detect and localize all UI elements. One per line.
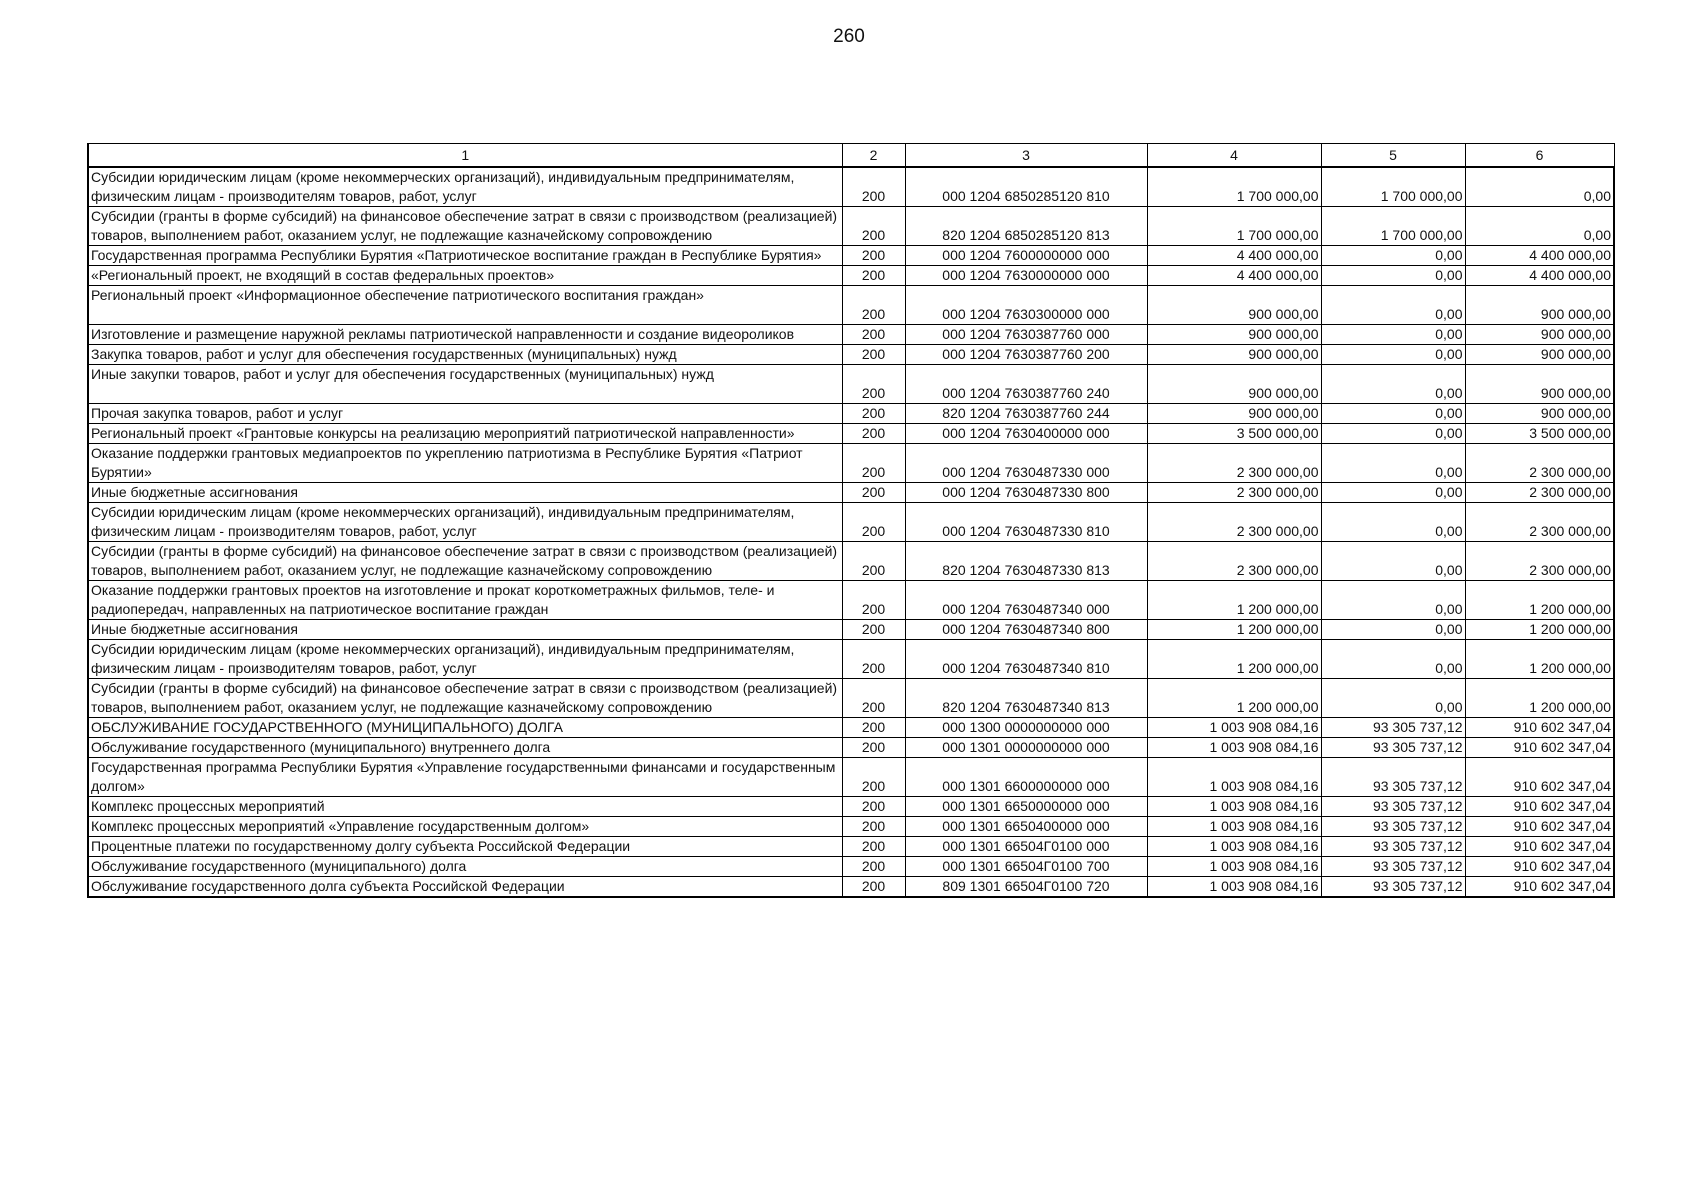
row-amount-col4: 1 003 908 084,16: [1147, 837, 1321, 857]
row-amount-col6: 910 602 347,04: [1465, 837, 1614, 857]
row-amount-col6: 2 300 000,00: [1465, 444, 1614, 483]
row-amount-col6: 1 200 000,00: [1465, 640, 1614, 679]
table-row: [88, 444, 1614, 483]
row-column-2: 200: [842, 718, 905, 738]
row-amount-col6: 910 602 347,04: [1465, 797, 1614, 817]
row-amount-col4: 900 000,00: [1147, 404, 1321, 424]
table-row: [88, 266, 1614, 286]
row-amount-col4: 900 000,00: [1147, 325, 1321, 345]
row-description: Обслуживание государственного (муниципального) внутреннего долга: [88, 738, 842, 758]
row-amount-col5: 93 305 737,12: [1321, 817, 1465, 837]
row-column-2: 200: [842, 620, 905, 640]
row-budget-code: 000 1300 0000000000 000: [905, 718, 1147, 738]
row-description: Иные бюджетные ассигнования: [88, 620, 842, 640]
row-column-2: 200: [842, 286, 905, 325]
row-budget-code: 809 1301 66504Г0100 720: [905, 877, 1147, 898]
row-amount-col6: 910 602 347,04: [1465, 857, 1614, 877]
row-column-2: 200: [842, 365, 905, 404]
row-column-2: 200: [842, 167, 905, 207]
row-amount-col6: 900 000,00: [1465, 365, 1614, 404]
row-amount-col6: 1 200 000,00: [1465, 581, 1614, 620]
row-amount-col5: 0,00: [1321, 483, 1465, 503]
table-row: [88, 286, 1614, 325]
row-amount-col5: 93 305 737,12: [1321, 758, 1465, 797]
row-amount-col5: 0,00: [1321, 325, 1465, 345]
row-amount-col5: 93 305 737,12: [1321, 857, 1465, 877]
table-row: [88, 207, 1614, 246]
row-column-2: 200: [842, 758, 905, 797]
row-budget-code: 000 1204 7630487340 810: [905, 640, 1147, 679]
row-column-2: 200: [842, 542, 905, 581]
row-budget-code: 000 1204 7630300000 000: [905, 286, 1147, 325]
row-description: Субсидии юридическим лицам (кроме некоммерческих организаций), индивидуальным предпринимателям, физическим лицам - производителям товаров, работ, услуг: [88, 503, 842, 542]
row-amount-col5: 0,00: [1321, 542, 1465, 581]
row-amount-col5: 0,00: [1321, 424, 1465, 444]
row-budget-code: 000 1301 6650400000 000: [905, 817, 1147, 837]
row-amount-col6: 900 000,00: [1465, 345, 1614, 365]
table-row: [88, 620, 1614, 640]
table-body: [88, 167, 1614, 897]
row-amount-col4: 1 200 000,00: [1147, 581, 1321, 620]
row-amount-col5: 0,00: [1321, 365, 1465, 404]
row-amount-col4: 1 003 908 084,16: [1147, 797, 1321, 817]
row-budget-code: 000 1301 6600000000 000: [905, 758, 1147, 797]
row-amount-col5: 93 305 737,12: [1321, 837, 1465, 857]
row-budget-code: 000 1204 7630400000 000: [905, 424, 1147, 444]
row-budget-code: 000 1204 7630387760 240: [905, 365, 1147, 404]
row-amount-col4: 1 003 908 084,16: [1147, 817, 1321, 837]
row-amount-col6: 4 400 000,00: [1465, 246, 1614, 266]
row-budget-code: 000 1301 66504Г0100 000: [905, 837, 1147, 857]
row-amount-col6: 3 500 000,00: [1465, 424, 1614, 444]
column-header: 3: [905, 144, 1147, 168]
row-amount-col4: 4 400 000,00: [1147, 266, 1321, 286]
column-header: 5: [1321, 144, 1465, 168]
row-amount-col6: 900 000,00: [1465, 404, 1614, 424]
row-description: Изготовление и размещение наружной рекламы патриотической направленности и создание видеороликов: [88, 325, 842, 345]
row-column-2: 200: [842, 207, 905, 246]
row-amount-col4: 4 400 000,00: [1147, 246, 1321, 266]
row-amount-col5: 0,00: [1321, 345, 1465, 365]
row-column-2: 200: [842, 404, 905, 424]
row-amount-col6: 910 602 347,04: [1465, 758, 1614, 797]
row-amount-col4: 1 003 908 084,16: [1147, 877, 1321, 898]
row-amount-col4: 1 003 908 084,16: [1147, 718, 1321, 738]
table-row: [88, 325, 1614, 345]
row-description: Государственная программа Республики Бурятия «Патриотическое воспитание граждан в Республике Бурятия»: [88, 246, 842, 266]
row-amount-col6: 0,00: [1465, 167, 1614, 207]
row-amount-col5: 0,00: [1321, 246, 1465, 266]
row-amount-col5: 0,00: [1321, 444, 1465, 483]
row-column-2: 200: [842, 817, 905, 837]
row-amount-col6: 910 602 347,04: [1465, 817, 1614, 837]
column-header: 4: [1147, 144, 1321, 168]
page-number: 260: [833, 26, 865, 47]
row-amount-col5: 0,00: [1321, 581, 1465, 620]
row-column-2: 200: [842, 581, 905, 620]
row-amount-col4: 2 300 000,00: [1147, 483, 1321, 503]
row-description: Комплекс процессных мероприятий: [88, 797, 842, 817]
table-row: [88, 404, 1614, 424]
row-description: Субсидии (гранты в форме субсидий) на финансовое обеспечение затрат в связи с производством (реализацией) товаров, выполнением работ, оказанием услуг, не подлежащие казначейскому сопровождению: [88, 679, 842, 718]
row-amount-col6: 910 602 347,04: [1465, 718, 1614, 738]
row-budget-code: 000 1301 66504Г0100 700: [905, 857, 1147, 877]
row-amount-col4: 3 500 000,00: [1147, 424, 1321, 444]
table-row: [88, 679, 1614, 718]
row-description: Иные бюджетные ассигнования: [88, 483, 842, 503]
column-header: 2: [842, 144, 905, 168]
row-description: «Региональный проект, не входящий в состав федеральных проектов»: [88, 266, 842, 286]
row-description: Субсидии (гранты в форме субсидий) на финансовое обеспечение затрат в связи с производством (реализацией) товаров, выполнением работ, оказанием услуг, не подлежащие казначейскому сопровождению: [88, 207, 842, 246]
row-column-2: 200: [842, 266, 905, 286]
row-description: Закупка товаров, работ и услуг для обеспечения государственных (муниципальных) нужд: [88, 345, 842, 365]
row-amount-col5: 0,00: [1321, 286, 1465, 325]
row-amount-col6: 910 602 347,04: [1465, 738, 1614, 758]
table-row: [88, 718, 1614, 738]
row-amount-col4: 900 000,00: [1147, 286, 1321, 325]
row-amount-col6: 1 200 000,00: [1465, 620, 1614, 640]
row-amount-col5: 1 700 000,00: [1321, 167, 1465, 207]
table-header-row: [88, 144, 1614, 168]
row-amount-col6: 900 000,00: [1465, 286, 1614, 325]
row-amount-col4: 1 003 908 084,16: [1147, 857, 1321, 877]
row-amount-col4: 1 003 908 084,16: [1147, 758, 1321, 797]
table-row: [88, 640, 1614, 679]
budget-table: [87, 143, 1615, 898]
row-amount-col4: 1 200 000,00: [1147, 620, 1321, 640]
row-amount-col5: 93 305 737,12: [1321, 738, 1465, 758]
row-description: Государственная программа Республики Бурятия «Управление государственными финансами и государственным долгом»: [88, 758, 842, 797]
table-row: [88, 345, 1614, 365]
row-description: Региональный проект «Грантовые конкурсы на реализацию мероприятий патриотической направленности»: [88, 424, 842, 444]
row-amount-col6: 900 000,00: [1465, 325, 1614, 345]
row-amount-col6: 4 400 000,00: [1465, 266, 1614, 286]
row-column-2: 200: [842, 483, 905, 503]
row-amount-col4: 1 200 000,00: [1147, 640, 1321, 679]
row-description: Оказание поддержки грантовых медиапроектов по укреплению патриотизма в Республике Бурятия «Патриот Бурятии»: [88, 444, 842, 483]
row-amount-col6: 2 300 000,00: [1465, 503, 1614, 542]
row-column-2: 200: [842, 640, 905, 679]
row-column-2: 200: [842, 857, 905, 877]
row-column-2: 200: [842, 444, 905, 483]
row-description: Субсидии юридическим лицам (кроме некоммерческих организаций), индивидуальным предпринимателям, физическим лицам - производителям товаров, работ, услуг: [88, 167, 842, 207]
row-budget-code: 000 1301 0000000000 000: [905, 738, 1147, 758]
row-column-2: 200: [842, 246, 905, 266]
row-column-2: 200: [842, 837, 905, 857]
row-amount-col5: 1 700 000,00: [1321, 207, 1465, 246]
row-amount-col4: 1 003 908 084,16: [1147, 738, 1321, 758]
row-amount-col6: 910 602 347,04: [1465, 877, 1614, 898]
table-row: [88, 738, 1614, 758]
table-row: [88, 758, 1614, 797]
row-column-2: 200: [842, 424, 905, 444]
row-description: Обслуживание государственного долга субъекта Российской Федерации: [88, 877, 842, 898]
row-amount-col4: 2 300 000,00: [1147, 503, 1321, 542]
row-description: Процентные платежи по государственному долгу субъекта Российской Федерации: [88, 837, 842, 857]
row-amount-col4: 1 700 000,00: [1147, 207, 1321, 246]
table-row: [88, 424, 1614, 444]
table-row: [88, 503, 1614, 542]
row-column-2: 200: [842, 345, 905, 365]
row-budget-code: 000 1204 7630487340 000: [905, 581, 1147, 620]
row-amount-col6: 2 300 000,00: [1465, 483, 1614, 503]
table-row: [88, 246, 1614, 266]
row-budget-code: 000 1204 7630387760 200: [905, 345, 1147, 365]
row-budget-code: 000 1204 7630487330 810: [905, 503, 1147, 542]
table-row: [88, 365, 1614, 404]
table-row: [88, 837, 1614, 857]
row-description: Прочая закупка товаров, работ и услуг: [88, 404, 842, 424]
row-budget-code: 000 1204 7630000000 000: [905, 266, 1147, 286]
table-row: [88, 581, 1614, 620]
row-description: Субсидии (гранты в форме субсидий) на финансовое обеспечение затрат в связи с производством (реализацией) товаров, выполнением работ, оказанием услуг, не подлежащие казначейскому сопровождению: [88, 542, 842, 581]
table-row: [88, 857, 1614, 877]
row-amount-col4: 2 300 000,00: [1147, 542, 1321, 581]
column-header: 6: [1465, 144, 1614, 168]
row-budget-code: 000 1204 7630487340 800: [905, 620, 1147, 640]
row-description: Обслуживание государственного (муниципального) долга: [88, 857, 842, 877]
row-budget-code: 000 1204 7630387760 000: [905, 325, 1147, 345]
row-budget-code: 000 1204 6850285120 810: [905, 167, 1147, 207]
row-amount-col4: 1 700 000,00: [1147, 167, 1321, 207]
row-amount-col5: 0,00: [1321, 503, 1465, 542]
table-row: [88, 167, 1614, 207]
row-description: Иные закупки товаров, работ и услуг для обеспечения государственных (муниципальных) нужд: [88, 365, 842, 404]
row-column-2: 200: [842, 877, 905, 898]
table-row: [88, 877, 1614, 898]
row-amount-col6: 1 200 000,00: [1465, 679, 1614, 718]
row-description: Субсидии юридическим лицам (кроме некоммерческих организаций), индивидуальным предпринимателям, физическим лицам - производителям товаров, работ, услуг: [88, 640, 842, 679]
row-budget-code: 820 1204 7630387760 244: [905, 404, 1147, 424]
row-budget-code: 000 1204 7600000000 000: [905, 246, 1147, 266]
row-description: Региональный проект «Информационное обеспечение патриотического воспитания граждан»: [88, 286, 842, 325]
row-column-2: 200: [842, 325, 905, 345]
row-amount-col6: 2 300 000,00: [1465, 542, 1614, 581]
row-amount-col5: 0,00: [1321, 640, 1465, 679]
row-column-2: 200: [842, 679, 905, 718]
table-row: [88, 542, 1614, 581]
row-amount-col6: 0,00: [1465, 207, 1614, 246]
row-amount-col4: 900 000,00: [1147, 365, 1321, 404]
row-amount-col5: 0,00: [1321, 620, 1465, 640]
row-amount-col5: 93 305 737,12: [1321, 877, 1465, 898]
row-amount-col5: 93 305 737,12: [1321, 797, 1465, 817]
row-amount-col5: 93 305 737,12: [1321, 718, 1465, 738]
row-amount-col4: 900 000,00: [1147, 345, 1321, 365]
row-budget-code: 000 1204 7630487330 800: [905, 483, 1147, 503]
row-column-2: 200: [842, 503, 905, 542]
row-budget-code: 820 1204 6850285120 813: [905, 207, 1147, 246]
table-row: [88, 483, 1614, 503]
table-row: [88, 797, 1614, 817]
row-budget-code: 000 1204 7630487330 000: [905, 444, 1147, 483]
row-amount-col5: 0,00: [1321, 404, 1465, 424]
row-budget-code: 820 1204 7630487340 813: [905, 679, 1147, 718]
row-amount-col5: 0,00: [1321, 679, 1465, 718]
row-budget-code: 820 1204 7630487330 813: [905, 542, 1147, 581]
row-description: Комплекс процессных мероприятий «Управление государственным долгом»: [88, 817, 842, 837]
row-amount-col4: 2 300 000,00: [1147, 444, 1321, 483]
column-header: 1: [88, 144, 842, 168]
row-description: Оказание поддержки грантовых проектов на изготовление и прокат короткометражных фильмов, теле- и радиопередач, направленных на патриотическое воспитание граждан: [88, 581, 842, 620]
row-budget-code: 000 1301 6650000000 000: [905, 797, 1147, 817]
row-amount-col4: 1 200 000,00: [1147, 679, 1321, 718]
table-row: [88, 817, 1614, 837]
row-column-2: 200: [842, 797, 905, 817]
row-amount-col5: 0,00: [1321, 266, 1465, 286]
row-column-2: 200: [842, 738, 905, 758]
row-description: ОБСЛУЖИВАНИЕ ГОСУДАРСТВЕННОГО (МУНИЦИПАЛЬНОГО) ДОЛГА: [88, 718, 842, 738]
